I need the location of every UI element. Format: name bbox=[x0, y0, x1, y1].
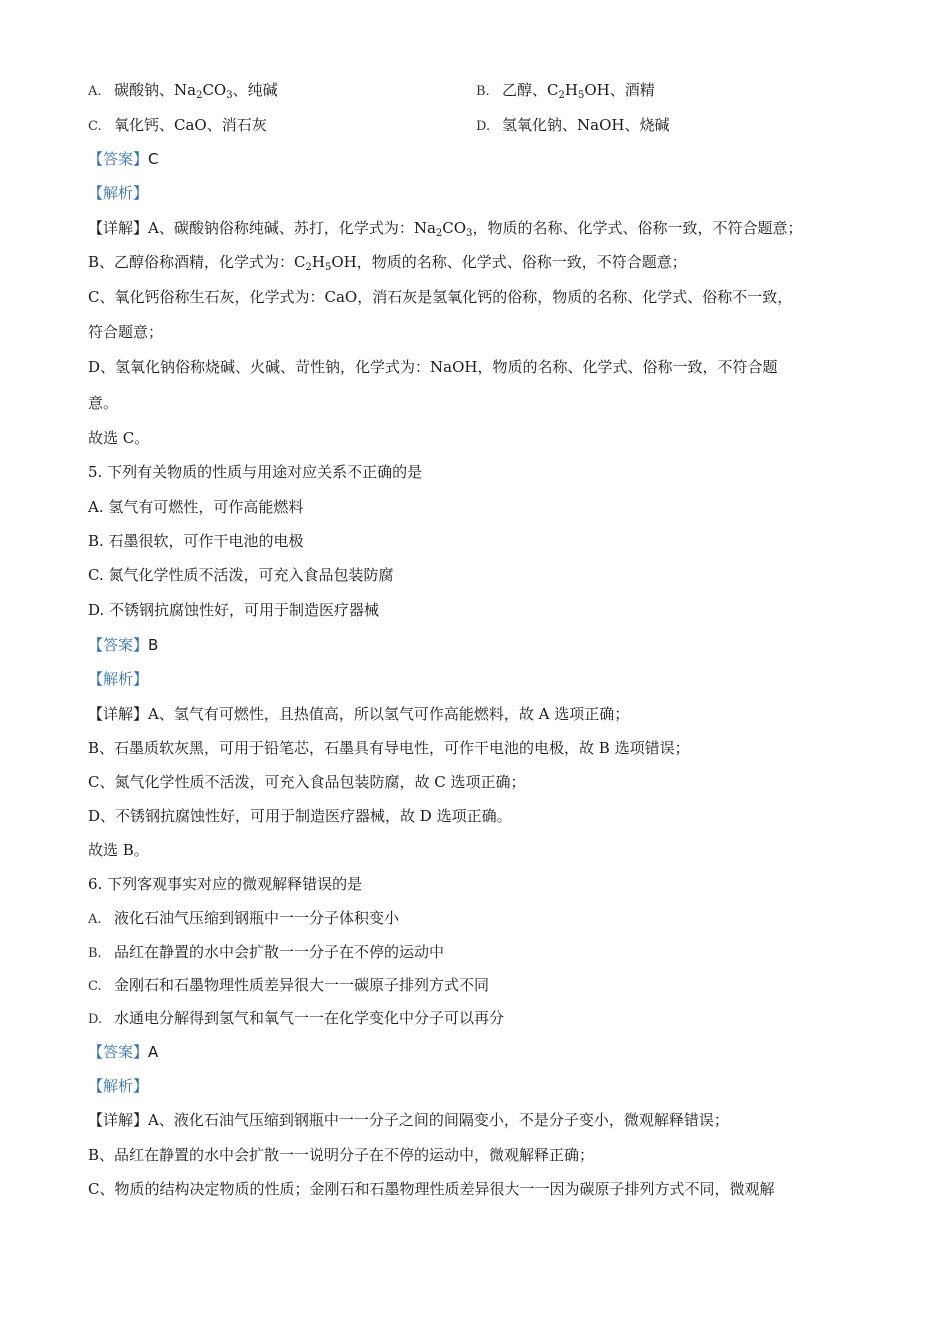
detail-text-pre: A、碳酸钠俗称纯碱、苏打，化学式为：Na bbox=[148, 219, 436, 237]
option-letter: C. bbox=[88, 979, 102, 994]
option-letter: B. bbox=[476, 84, 490, 99]
q5-option-a: A. 氢气有可燃性，可作高能燃料 bbox=[88, 498, 304, 516]
option-text: 品红在静置的水中会扩散一一分子在不停的运动中 bbox=[114, 943, 445, 961]
q4-detail-d-line1: D、氢氧化钠俗称烧碱、火碱、苛性钠，化学式为：NaOH，物质的名称、化学式、俗称一致，不符合题 bbox=[88, 358, 778, 376]
q6-option-a bbox=[88, 908, 399, 930]
q4-option-d bbox=[476, 115, 669, 137]
q5-option-b: B. 石墨很软，可作干电池的电极 bbox=[88, 532, 304, 550]
q5-option-c: C. 氮气化学性质不活泼，可充入食品包装防腐 bbox=[88, 566, 394, 584]
detail-text-mid: CO bbox=[442, 219, 467, 237]
answer-tag: 【答案】 bbox=[88, 636, 149, 654]
q5-detail-a bbox=[88, 704, 629, 724]
subscript: 2 bbox=[435, 228, 443, 239]
option-text-mid: CO bbox=[202, 81, 227, 99]
q6-analysis-tag: 【解析】 bbox=[88, 1077, 149, 1095]
q6-option-c bbox=[88, 975, 489, 997]
subscript: 2 bbox=[196, 90, 203, 101]
subscript: 2 bbox=[558, 90, 565, 101]
q5-option-d: D. 不锈钢抗腐蚀性好，可用于制造医疗器械 bbox=[88, 601, 380, 619]
option-letter: D. bbox=[88, 1012, 103, 1027]
option-text-pre: 碳酸钠、Na bbox=[114, 81, 197, 99]
q5-detail-c: C、氮气化学性质不活泼，可充入食品包装防腐，故 C 选项正确； bbox=[88, 773, 526, 791]
option-text-mid: H bbox=[564, 81, 578, 99]
detail-text: A、液化石油气压缩到钢瓶中一一分子之间的间隔变小，不是分子变小，微观解释错误； bbox=[148, 1111, 729, 1129]
q4-analysis-tag: 【解析】 bbox=[88, 184, 149, 202]
q4-answer bbox=[88, 149, 159, 169]
q5-analysis-tag: 【解析】 bbox=[88, 670, 149, 688]
option-text: 水通电分解得到氢气和氧气一一在化学变化中分子可以再分 bbox=[114, 1009, 505, 1027]
q6-detail-c: C、物质的结构决定物质的性质；金刚石和石墨物理性质差异很大一一因为碳原子排列方式不同，微观解 bbox=[88, 1180, 775, 1198]
q6-detail-b: B、品红在静置的水中会扩散一一说明分子在不停的运动中，微观解释正确； bbox=[88, 1146, 595, 1164]
q4-detail-c-line1: C、氧化钙俗称生石灰，化学式为：CaO，消石灰是氢氧化钙的俗称，物质的名称、化学式、俗称不一致， bbox=[88, 288, 793, 306]
answer-tag: 【答案】 bbox=[88, 1043, 149, 1061]
q4-option-a bbox=[88, 80, 278, 106]
option-text-post: OH、酒精 bbox=[584, 81, 655, 99]
q5-stem: 5. 下列有关物质的性质与用途对应关系不正确的是 bbox=[88, 463, 423, 481]
option-letter: A. bbox=[88, 84, 102, 99]
subscript: 2 bbox=[305, 262, 312, 273]
option-text: 氢氧化钠、NaOH、烧碱 bbox=[502, 116, 670, 134]
q4-option-b bbox=[476, 80, 655, 106]
subscript: 3 bbox=[466, 228, 473, 239]
answer-value: B bbox=[148, 636, 159, 654]
subscript: 5 bbox=[324, 262, 332, 273]
q5-conclusion: 故选 B。 bbox=[88, 841, 149, 859]
q4-option-c bbox=[88, 115, 267, 137]
option-text: 金刚石和石墨物理性质差异很大一一碳原子排列方式不同 bbox=[114, 976, 490, 994]
detail-tag: 【详解】 bbox=[88, 1111, 149, 1129]
answer-value: C bbox=[148, 150, 159, 168]
q4-detail-a bbox=[88, 218, 802, 244]
q4-detail-b bbox=[88, 252, 687, 278]
option-text-post: 、纯碱 bbox=[232, 81, 278, 99]
subscript: 5 bbox=[577, 90, 585, 101]
answer-value: A bbox=[148, 1043, 159, 1061]
option-text: 液化石油气压缩到钢瓶中一一分子体积变小 bbox=[114, 909, 400, 927]
q6-option-b bbox=[88, 942, 444, 964]
detail-tag: 【详解】 bbox=[88, 705, 149, 723]
detail-text-post: OH，物质的名称、化学式、俗称一致，不符合题意； bbox=[331, 253, 687, 271]
q6-answer bbox=[88, 1042, 158, 1062]
option-letter: C. bbox=[88, 119, 102, 134]
q6-detail-a bbox=[88, 1110, 729, 1130]
detail-text-post: ，物质的名称、化学式、俗称一致，不符合题意； bbox=[472, 219, 803, 237]
detail-text: A、氢气有可燃性，且热值高，所以氢气可作高能燃料，故 A 选项正确； bbox=[148, 705, 630, 723]
q4-detail-d-line2: 意。 bbox=[88, 394, 119, 412]
q4-conclusion: 故选 C。 bbox=[88, 429, 150, 447]
detail-tag: 【详解】 bbox=[88, 219, 149, 237]
q6-option-d bbox=[88, 1008, 504, 1030]
option-letter: B. bbox=[88, 946, 102, 961]
option-letter: D. bbox=[476, 119, 491, 134]
q4-detail-c-line2: 符合题意； bbox=[88, 323, 164, 341]
subscript: 3 bbox=[226, 90, 233, 101]
detail-text-pre: B、乙醇俗称酒精，化学式为：C bbox=[88, 253, 306, 271]
option-text: 氧化钙、CaO、消石灰 bbox=[114, 116, 267, 134]
q6-stem: 6. 下列客观事实对应的微观解释错误的是 bbox=[88, 875, 363, 893]
option-text-pre: 乙醇、C bbox=[502, 81, 559, 99]
q5-detail-d: D、不锈钢抗腐蚀性好，可用于制造医疗器械，故 D 选项正确。 bbox=[88, 807, 512, 825]
q5-answer bbox=[88, 635, 158, 655]
option-letter: A. bbox=[88, 912, 102, 927]
q5-detail-b: B、石墨质软灰黑，可用于铅笔芯，石墨具有导电性，可作干电池的电极，故 B 选项错误； bbox=[88, 739, 690, 757]
detail-text-mid: H bbox=[311, 253, 325, 271]
answer-tag: 【答案】 bbox=[88, 150, 149, 168]
